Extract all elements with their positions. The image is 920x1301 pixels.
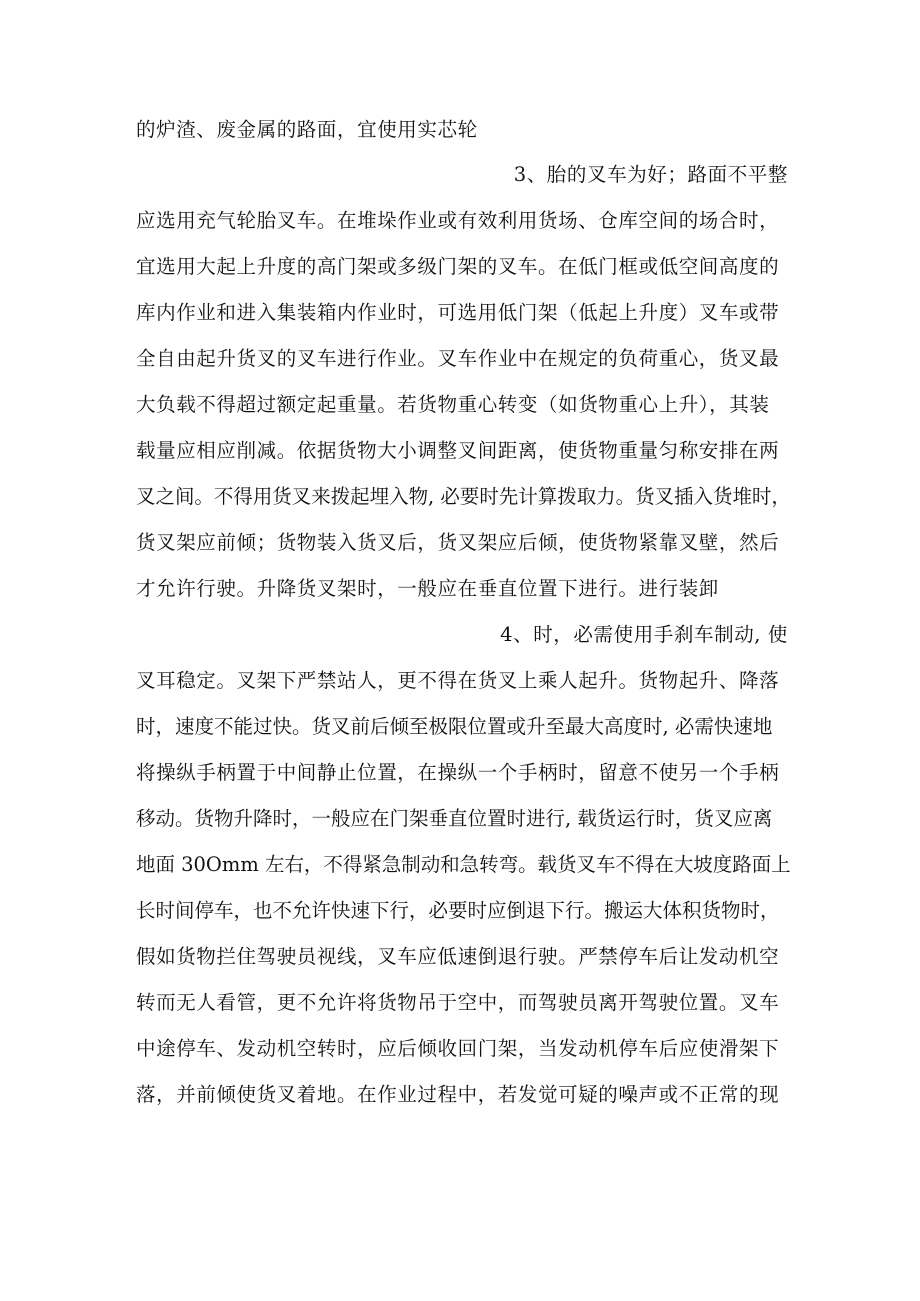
text-line-1: 的炉渣、废金属的路面，宜使用实芯轮 — [136, 118, 478, 141]
text-line-8: 载量应相应削减。依据货物大小调整叉间距离，使货物重量匀称安排在两 — [136, 439, 780, 462]
text-line-14: 时，速度不能过快。货叉前后倾至极限位置或升至最大高度时, 必需快速地 — [136, 715, 773, 738]
text-line-13: 叉耳稳定。叉架下严禁站人，更不得在货叉上乘人起升。货物起升、降落 — [136, 669, 780, 692]
text-line-11: 才允许行驶。升降货叉架时，一般应在垂直位置下进行。进行装卸 — [136, 577, 719, 600]
text-line-2: 3、胎的叉车为好；路面不平整 — [513, 163, 788, 186]
text-line-18: 长时间停车，也不允许快速下行，必要时应倒退下行。搬运大体积货物时， — [136, 899, 780, 922]
text-line-19: 假如货物拦住驾驶员视线，叉车应低速倒退行驶。严禁停车后让发动机空 — [136, 945, 780, 968]
text-line-6: 全自由起升货叉的叉车进行作业。叉车作业中在规定的负荷重心，货叉最 — [136, 347, 780, 370]
text-line-20: 转而无人看管，更不允许将货物吊于空中，而驾驶员离开驾驶位置。叉车 — [136, 991, 780, 1014]
text-line-21: 中途停车、发动机空转时，应后倾收回门架，当发动机停车后应使滑架下 — [136, 1037, 780, 1060]
text-line-12: 4、时，必需使用手刹车制动, 使 — [500, 623, 788, 646]
text-line-5: 库内作业和进入集装箱内作业时，可选用低门架（低起上升度）叉车或带 — [136, 301, 780, 324]
text-line-4: 宜选用大起上升度的高门架或多级门架的叉车。在低门框或低空间高度的 — [136, 255, 780, 278]
text-line-9: 叉之间。不得用货叉来拨起埋入物, 必要时先计算拨取力。货叉插入货堆时， — [136, 485, 791, 508]
text-line-17: 地面 30Omm 左右，不得紧急制动和急转弯。载货叉车不得在大坡度路面上 — [136, 853, 791, 876]
text-line-15: 将操纵手柄置于中间静止位置，在操纵一个手柄时，留意不使另一个手柄 — [136, 761, 780, 784]
text-line-3: 应选用充气轮胎叉车。在堆垛作业或有效利用货场、仓库空间的场合时， — [136, 209, 780, 232]
text-line-7: 大负载不得超过额定起重量。若货物重心转变（如货物重心上升），其装 — [136, 393, 770, 416]
text-line-10: 货叉架应前倾；货物装入货叉后，货叉架应后倾，使货物紧靠叉壁，然后 — [136, 531, 780, 554]
text-line-16: 移动。货物升降时，一般应在门架垂直位置时进行, 载货运行时，货叉应离 — [136, 807, 773, 830]
text-line-22: 落，并前倾使货叉着地。在作业过程中，若发觉可疑的噪声或不正常的现 — [136, 1083, 780, 1106]
